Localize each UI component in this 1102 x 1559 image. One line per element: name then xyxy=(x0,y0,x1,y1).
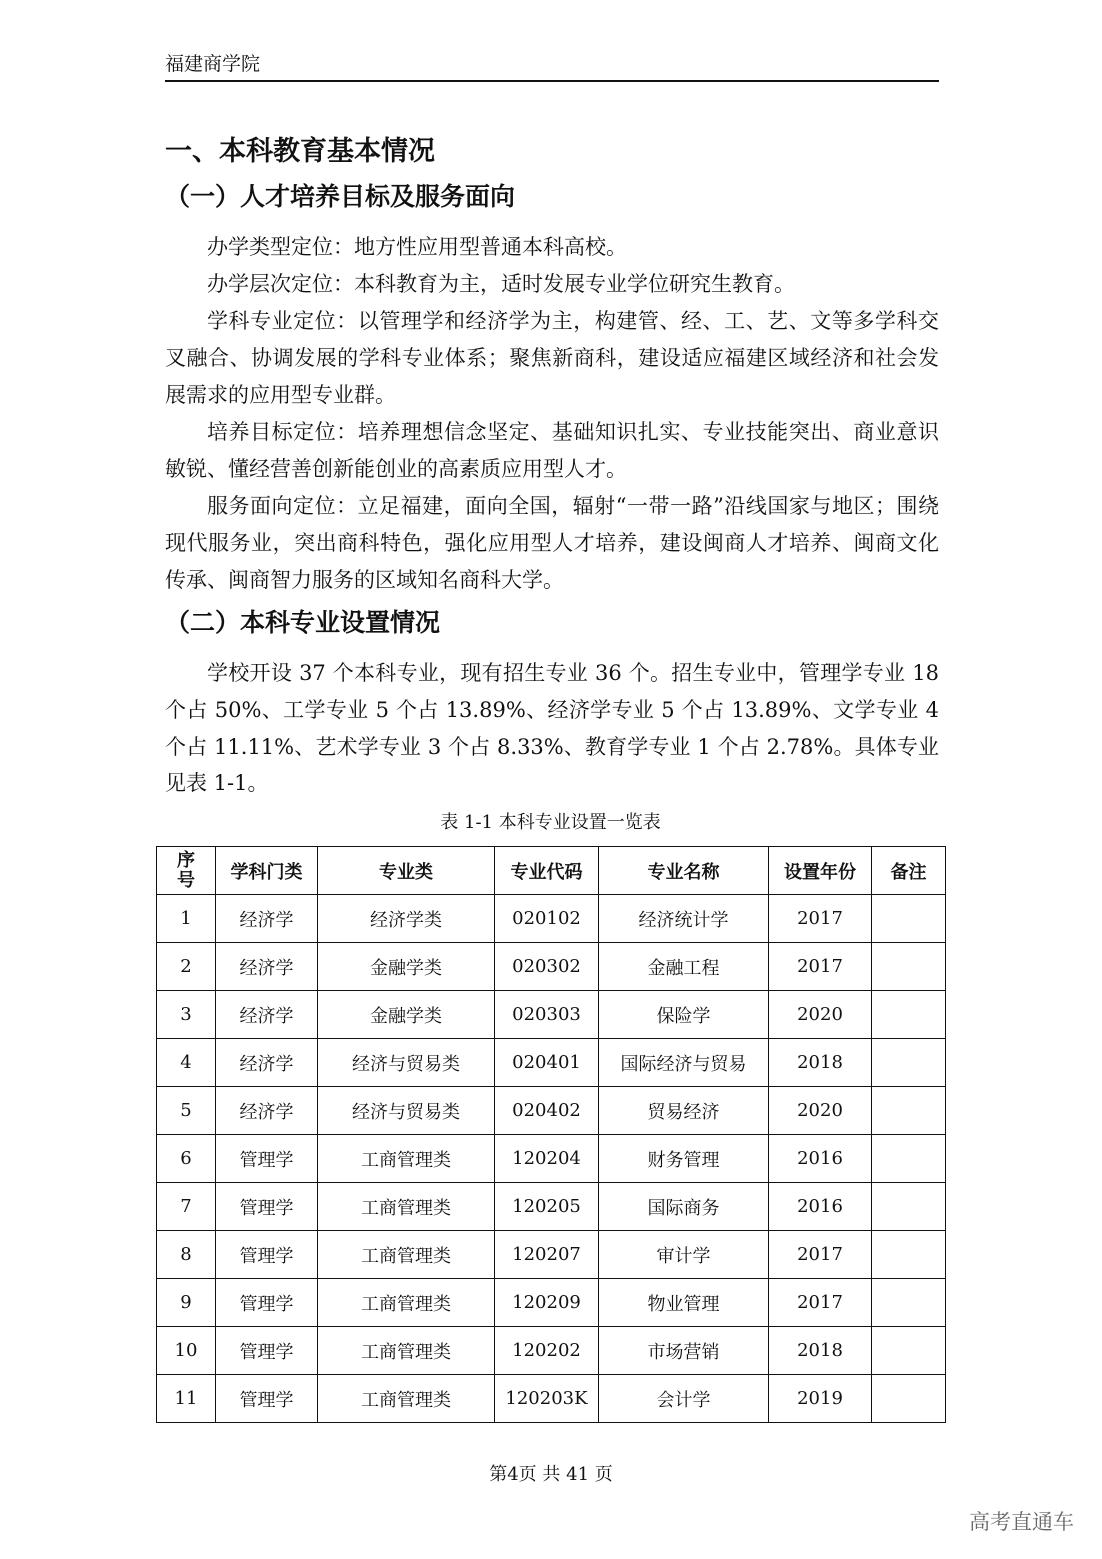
cell-code: 120209 xyxy=(495,1279,599,1327)
cell-year: 2017 xyxy=(769,895,872,943)
majors-table xyxy=(156,846,946,1423)
subsection-title-majors: （二）本科专业设置情况 xyxy=(165,608,441,637)
table-row xyxy=(157,1087,946,1135)
cell-discipline: 管理学 xyxy=(216,1135,318,1183)
cell-year: 2017 xyxy=(769,943,872,991)
cell-category: 工商管理类 xyxy=(318,1135,495,1183)
paragraph-training-goal: 培养目标定位：培养理想信念坚定、基础知识扎实、专业技能突出、商业意识敏锐、懂经营善创新能创业的高素质应用型人才。 xyxy=(165,420,939,481)
cell-code: 020303 xyxy=(495,991,599,1039)
cell-note xyxy=(872,895,946,943)
section-title: 一、本科教育基本情况 xyxy=(165,136,435,167)
table-row xyxy=(157,1231,946,1279)
cell-note xyxy=(872,1135,946,1183)
cell-category: 经济与贸易类 xyxy=(318,1087,495,1135)
cell-discipline: 管理学 xyxy=(216,1375,318,1423)
cell-discipline: 经济学 xyxy=(216,895,318,943)
cell-discipline: 管理学 xyxy=(216,1183,318,1231)
cell-code: 120204 xyxy=(495,1135,599,1183)
cell-note xyxy=(872,1279,946,1327)
table-row xyxy=(157,991,946,1039)
cell-name: 金融工程 xyxy=(599,943,769,991)
cell-name: 物业管理 xyxy=(599,1279,769,1327)
cell-category: 工商管理类 xyxy=(318,1279,495,1327)
header-year: 设置年份 xyxy=(769,847,872,895)
cell-category: 工商管理类 xyxy=(318,1375,495,1423)
cell-seq: 11 xyxy=(157,1375,216,1423)
cell-note xyxy=(872,1183,946,1231)
watermark-text: 高考直通车 xyxy=(969,1510,1074,1534)
cell-name: 市场营销 xyxy=(599,1327,769,1375)
cell-category: 工商管理类 xyxy=(318,1183,495,1231)
cell-seq: 10 xyxy=(157,1327,216,1375)
cell-year: 2018 xyxy=(769,1327,872,1375)
cell-name: 贸易经济 xyxy=(599,1087,769,1135)
cell-name: 会计学 xyxy=(599,1375,769,1423)
cell-seq: 3 xyxy=(157,991,216,1039)
cell-note xyxy=(872,1087,946,1135)
table-row xyxy=(157,895,946,943)
cell-name: 保险学 xyxy=(599,991,769,1039)
cell-discipline: 管理学 xyxy=(216,1327,318,1375)
cell-seq: 9 xyxy=(157,1279,216,1327)
cell-category: 经济与贸易类 xyxy=(318,1039,495,1087)
cell-category: 工商管理类 xyxy=(318,1231,495,1279)
table-row xyxy=(157,943,946,991)
cell-category: 金融学类 xyxy=(318,991,495,1039)
cell-note xyxy=(872,1375,946,1423)
table-header-row xyxy=(157,847,946,895)
table-row xyxy=(157,1375,946,1423)
cell-note xyxy=(872,991,946,1039)
cell-code: 020402 xyxy=(495,1087,599,1135)
cell-seq: 4 xyxy=(157,1039,216,1087)
cell-note xyxy=(872,1327,946,1375)
cell-discipline: 管理学 xyxy=(216,1279,318,1327)
paragraph-majors-summary: 学校开设 37 个本科专业，现有招生专业 36 个。招生专业中，管理学专业 18 个占 50%、工学专业 5 个占 13.89%、经济学专业 5 个占 13.89%、文学专业 4 个占 11.11%、艺术学专业 3 个占 8.33%、教育学专业 1 个占 2.78%。具体专业见表 1-1。 xyxy=(165,661,939,796)
table-caption: 表 1-1 本科专业设置一览表 xyxy=(440,812,661,833)
paragraph-school-type: 办学类型定位：地方性应用型普通本科高校。 xyxy=(207,235,627,259)
cell-discipline: 经济学 xyxy=(216,1087,318,1135)
table-row xyxy=(157,1327,946,1375)
cell-year: 2017 xyxy=(769,1231,872,1279)
table-row xyxy=(157,1135,946,1183)
cell-year: 2020 xyxy=(769,1087,872,1135)
paragraph-school-level: 办学层次定位：本科教育为主，适时发展专业学位研究生教育。 xyxy=(207,272,795,296)
cell-category: 经济学类 xyxy=(318,895,495,943)
cell-seq: 2 xyxy=(157,943,216,991)
cell-note xyxy=(872,1231,946,1279)
cell-code: 020302 xyxy=(495,943,599,991)
cell-code: 120203K xyxy=(495,1375,599,1423)
cell-name: 财务管理 xyxy=(599,1135,769,1183)
header-discipline: 学科门类 xyxy=(216,847,318,895)
cell-seq: 6 xyxy=(157,1135,216,1183)
cell-seq: 1 xyxy=(157,895,216,943)
header-category: 专业类 xyxy=(318,847,495,895)
cell-code: 020401 xyxy=(495,1039,599,1087)
cell-discipline: 经济学 xyxy=(216,1039,318,1087)
cell-year: 2020 xyxy=(769,991,872,1039)
cell-note xyxy=(872,1039,946,1087)
paragraph-discipline: 学科专业定位：以管理学和经济学为主，构建管、经、工、艺、文等多学科交叉融合、协调发展的学科专业体系；聚焦新商科，建设适应福建区域经济和社会发展需求的应用型专业群。 xyxy=(165,309,939,407)
cell-code: 020102 xyxy=(495,895,599,943)
cell-name: 国际经济与贸易 xyxy=(599,1039,769,1087)
cell-year: 2017 xyxy=(769,1279,872,1327)
cell-note xyxy=(872,943,946,991)
cell-discipline: 管理学 xyxy=(216,1231,318,1279)
paragraph-service: 服务面向定位：立足福建，面向全国，辐射“一带一路”沿线国家与地区；围绕现代服务业，突出商科特色，强化应用型人才培养，建设闽商人才培养、闽商文化传承、闽商智力服务的区域知名商科大学。 xyxy=(165,494,939,592)
cell-discipline: 经济学 xyxy=(216,943,318,991)
cell-discipline: 经济学 xyxy=(216,991,318,1039)
cell-name: 国际商务 xyxy=(599,1183,769,1231)
cell-seq: 5 xyxy=(157,1087,216,1135)
header-code: 专业代码 xyxy=(495,847,599,895)
cell-category: 金融学类 xyxy=(318,943,495,991)
cell-name: 审计学 xyxy=(599,1231,769,1279)
header-note: 备注 xyxy=(872,847,946,895)
cell-code: 120202 xyxy=(495,1327,599,1375)
page-header-school: 福建商学院 xyxy=(165,52,939,82)
cell-year: 2016 xyxy=(769,1183,872,1231)
cell-code: 120207 xyxy=(495,1231,599,1279)
subsection-title-goals: （一）人才培养目标及服务面向 xyxy=(165,182,516,211)
cell-year: 2019 xyxy=(769,1375,872,1423)
cell-code: 120205 xyxy=(495,1183,599,1231)
cell-year: 2018 xyxy=(769,1039,872,1087)
table-row xyxy=(157,1279,946,1327)
header-seq: 序号 xyxy=(157,847,216,895)
cell-year: 2016 xyxy=(769,1135,872,1183)
cell-category: 工商管理类 xyxy=(318,1327,495,1375)
header-name: 专业名称 xyxy=(599,847,769,895)
table-row xyxy=(157,1039,946,1087)
page-number: 第4页 共 41 页 xyxy=(489,1464,613,1485)
cell-name: 经济统计学 xyxy=(599,895,769,943)
cell-seq: 8 xyxy=(157,1231,216,1279)
table-row xyxy=(157,1183,946,1231)
cell-seq: 7 xyxy=(157,1183,216,1231)
